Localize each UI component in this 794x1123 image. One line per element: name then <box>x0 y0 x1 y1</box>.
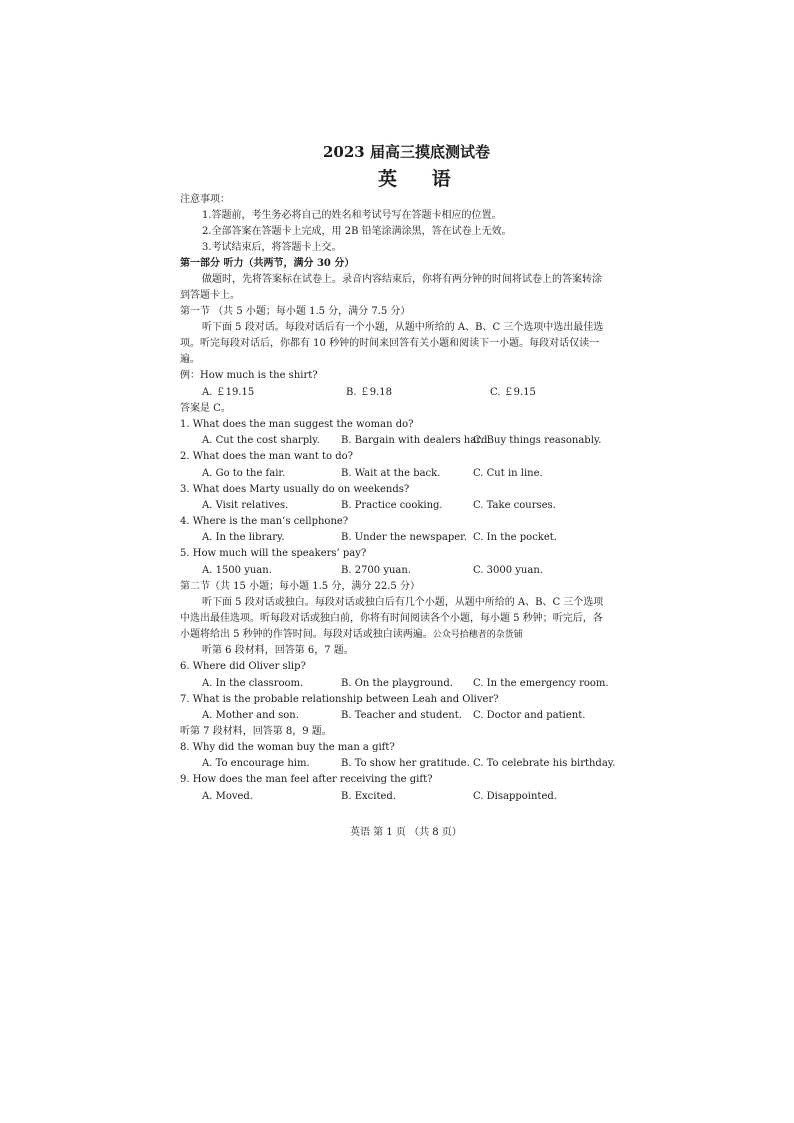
option: C. In the emergency room. <box>473 678 609 689</box>
option: B. Teacher and student. <box>341 710 462 721</box>
option: A. Moved. <box>202 791 253 802</box>
option: B. 2700 yuan. <box>341 565 412 576</box>
example-answer: 答案是 C。 <box>180 403 231 414</box>
option: A. 1500 yuan. <box>202 565 272 576</box>
question: 1. What does the man suggest the woman do? <box>180 419 414 430</box>
section2-intro-line <box>180 628 523 642</box>
option: A. To encourage him. <box>202 758 310 769</box>
note-item: 2.全部答案在答题卡上完成，用 2B 铅笔涂满涂黑，答在试卷上无效。 <box>202 226 512 237</box>
option: A. Visit relatives. <box>202 500 289 511</box>
option: C. Buy things reasonably. <box>473 435 602 446</box>
option: B. On the playground. <box>341 678 453 689</box>
section1-intro: 项。听完每段对话后，你都有 10 秒钟的时间来回答有关小题和阅读下一小题。每段对话仅读一 <box>180 338 600 349</box>
question: 5. How much will the speakers’ pay? <box>180 548 367 559</box>
question: 4. Where is the man’s cellphone? <box>180 516 349 527</box>
option: B. Under the newspaper. <box>341 532 468 543</box>
option: B. Wait at the back. <box>341 468 441 479</box>
option: C. Doctor and patient. <box>473 710 586 721</box>
example-option: C. ￡9.15 <box>490 387 536 398</box>
question: 7. What is the probable relationship between Leah and Oliver? <box>180 694 499 705</box>
section2-heading: 第二节（共 15 小题；每小题 1.5 分，满分 22.5 分） <box>180 581 420 592</box>
part1-intro: 做题时，先将答案标在试卷上。录音内容结束后，你将有两分钟的时间将试卷上的答案转涂 <box>202 274 602 285</box>
section2-intro: 小题将给出 5 秒钟的作答时间。每段对话或独白读两遍。 <box>180 629 433 640</box>
question: 8. Why did the woman buy the man a gift? <box>180 742 395 753</box>
watermark-text: 公众号拾穗者的杂货铺 <box>432 630 523 640</box>
material-6-instruction: 听第 6 段材料，回答第 6，7 题。 <box>202 645 354 656</box>
option: C. Cut in line. <box>473 468 543 479</box>
part1-intro: 到答题卡上。 <box>180 290 240 301</box>
example-question: 例：How much is the shirt? <box>180 370 318 381</box>
exam-title: 2023 届高三摸底测试卷 <box>323 143 490 161</box>
option: A. In the library. <box>202 532 285 543</box>
option: B. Practice cooking. <box>341 500 443 511</box>
example-option: B. ￡9.18 <box>346 387 392 398</box>
section1-intro: 遍。 <box>180 354 200 365</box>
section2-intro: 中选出最佳选项。听每段对话或独白前，你将有时间阅读各个小题，每小题 5 秒钟；听完后，各 <box>180 613 603 624</box>
option: A. In the classroom. <box>202 678 304 689</box>
option: A. Go to the fair. <box>202 468 286 479</box>
question: 9. How does the man feel after receiving the gift? <box>180 774 433 785</box>
option: C. To celebrate his birthday. <box>473 758 616 769</box>
note-item: 1.答题前，考生务必将自己的姓名和考试号写在答题卡相应的位置。 <box>202 210 502 221</box>
material-7-instruction: 听第 7 段材料，回答第 8，9 题。 <box>180 726 332 737</box>
section1-intro: 听下面 5 段对话。每段对话后有一个小题，从题中所给的 A、B、C 三个选项中选出最佳选 <box>202 322 604 333</box>
option: B. Excited. <box>341 791 396 802</box>
note-item: 3.考试结束后，将答题卡上交。 <box>202 242 342 253</box>
subject-title: 英 语 <box>378 168 465 190</box>
option: C. Disappointed. <box>473 791 557 802</box>
part1-heading: 第一部分 听力（共两节，满分 30 分） <box>180 258 355 269</box>
option: C. In the pocket. <box>473 532 557 543</box>
option: A. Mother and son. <box>202 710 299 721</box>
option: B. Bargain with dealers hard. <box>341 435 491 446</box>
section2-intro: 听下面 5 段对话或独白。每段对话或独白后有几个小题，从题中所给的 A、B、C 三个选项 <box>202 597 604 608</box>
option: B. To show her gratitude. <box>341 758 470 769</box>
page-footer: 英语 第 1 页 （共 8 页） <box>350 827 462 838</box>
section1-heading: 第一节 （共 5 小题；每小题 1.5 分，满分 7.5 分） <box>180 306 411 317</box>
question: 3. What does Marty usually do on weekends? <box>180 484 410 495</box>
option: C. 3000 yuan. <box>473 565 543 576</box>
option: C. Take courses. <box>473 500 556 511</box>
question: 2. What does the man want to do? <box>180 451 354 462</box>
notes-heading: 注意事项： <box>180 194 230 205</box>
option: A. Cut the cost sharply. <box>202 435 320 446</box>
example-option: A. ￡19.15 <box>202 387 255 398</box>
question: 6. Where did Oliver slip? <box>180 661 306 672</box>
